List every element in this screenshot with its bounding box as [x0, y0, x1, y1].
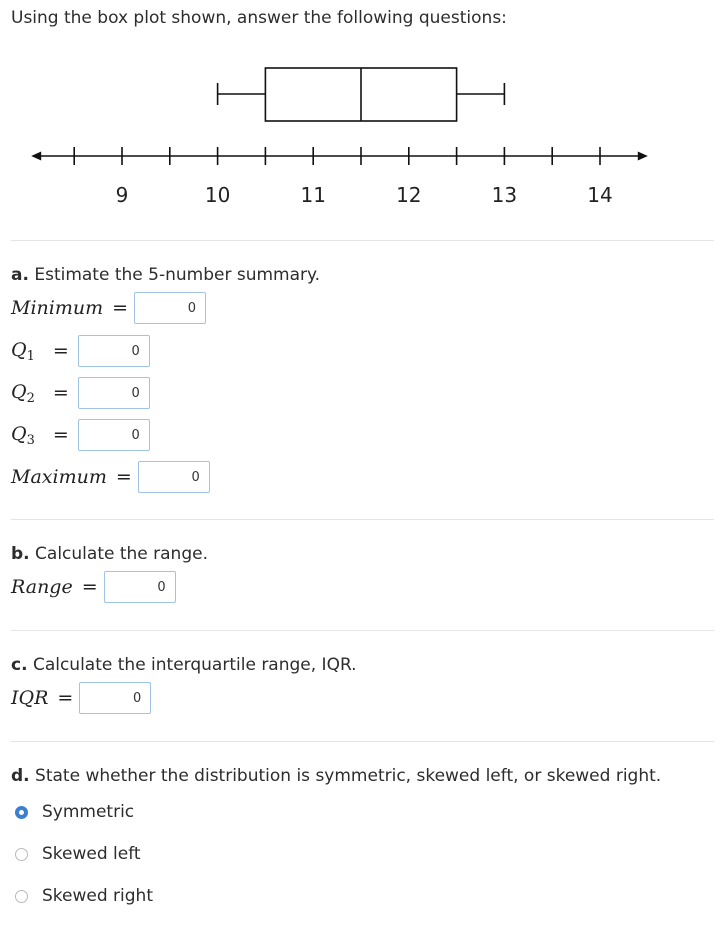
separator: [11, 519, 714, 520]
equals-sign: =: [115, 466, 132, 488]
range-label: Range: [11, 576, 73, 598]
option-symmetric[interactable]: [15, 802, 134, 822]
separator: [11, 741, 714, 742]
q2-input[interactable]: [78, 377, 150, 409]
q3-label: $Q_3$: [11, 422, 35, 448]
radio-button[interactable]: [15, 848, 28, 861]
maximum-row: [11, 461, 210, 493]
equals-sign: =: [81, 576, 98, 598]
option-skewed-right[interactable]: [15, 886, 153, 906]
equals-sign: =: [52, 340, 69, 362]
axis-tick-label: 14: [587, 183, 613, 207]
axis-tick-label: 13: [491, 183, 518, 207]
axis-tick-label: 12: [396, 183, 422, 207]
axis-tick-label: 11: [300, 183, 326, 207]
separator: [11, 240, 714, 241]
axis-tick-label: 9: [115, 183, 129, 207]
minimum-label: Minimum: [11, 297, 104, 319]
iqr-input[interactable]: [79, 682, 151, 714]
option-label: Symmetric: [42, 802, 135, 822]
option-skewed-left[interactable]: [15, 844, 141, 864]
minimum-row: [11, 292, 206, 324]
q1-row: [11, 335, 150, 367]
range-input[interactable]: [104, 571, 176, 603]
iqr-label: IQR: [11, 687, 49, 709]
box-plot: [0, 60, 728, 210]
option-label: Skewed left: [42, 844, 141, 864]
q1-label: $Q_1$: [11, 338, 35, 364]
equals-sign: =: [112, 297, 129, 319]
part-c-title: c. Calculate the interquartile range, IQR.: [11, 655, 357, 675]
q1-input[interactable]: [78, 335, 150, 367]
right-arrow: [638, 152, 648, 161]
radio-button[interactable]: [15, 890, 28, 903]
q2-row: [11, 377, 150, 409]
left-arrow: [31, 152, 41, 161]
option-label: Skewed right: [42, 886, 153, 906]
q2-label: $Q_2$: [11, 380, 35, 406]
equals-sign: =: [57, 687, 74, 709]
range-row: [11, 571, 176, 603]
maximum-input[interactable]: [138, 461, 210, 493]
separator: [11, 630, 714, 631]
radio-button[interactable]: [15, 806, 28, 819]
iqr-row: [11, 682, 151, 714]
part-b-title: b. Calculate the range.: [11, 544, 208, 564]
part-d-title: d. State whether the distribution is symmetric, skewed left, or skewed right.: [11, 766, 662, 786]
minimum-input[interactable]: [134, 292, 206, 324]
equals-sign: =: [52, 424, 69, 446]
q3-input[interactable]: [78, 419, 150, 451]
part-a-title: a. Estimate the 5-number summary.: [11, 265, 321, 285]
q3-row: [11, 419, 150, 451]
equals-sign: =: [52, 382, 69, 404]
question-intro: Using the box plot shown, answer the following questions:: [11, 8, 507, 28]
maximum-label: Maximum: [11, 466, 107, 488]
axis-tick-label: 10: [204, 183, 231, 207]
